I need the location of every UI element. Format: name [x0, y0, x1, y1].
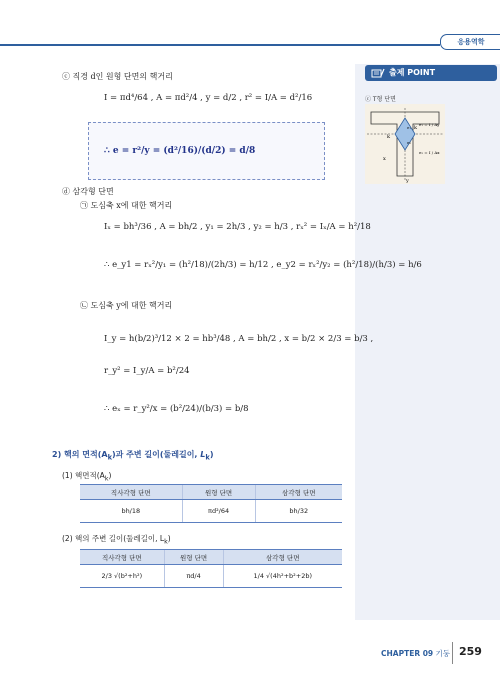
cell-rect: bh/18 [80, 500, 182, 523]
footer-divider [452, 642, 453, 664]
chapter-title: 기둥 [435, 649, 451, 658]
t-section-figure [365, 104, 445, 184]
triangle-heading: ⓓ 삼각형 단면 [62, 187, 114, 196]
triangle-formula-4: r_y² = I_y/A = b²/24 [104, 366, 190, 376]
kern-area-end: ) [108, 471, 112, 480]
book-pencil-icon [371, 68, 385, 78]
table-row [80, 565, 342, 588]
cell-triangle: bh/32 [255, 500, 342, 523]
fig-eq2: e₂ = I / Ax [419, 150, 440, 155]
triangle-formula-5: ∴ eₓ = r_y²/x = (b²/24)/(b/3) = b/8 [104, 404, 249, 414]
fig-k2: k [414, 125, 418, 131]
kern-heading-var: L [200, 450, 206, 459]
cell-triangle: 1/4 √(4h²+b²+2b) [223, 565, 342, 588]
point-header [365, 65, 497, 81]
cell-circle: πd/4 [164, 565, 223, 588]
kern-heading [52, 449, 213, 462]
triangle-formula-3: I_y = h(b/2)³/12 × 2 = hb³/48 , A = bh/2 , x = b/2 × 2/3 = b/3 , [104, 334, 374, 344]
t-section-label: ⓒ T형 단면 [365, 96, 396, 103]
col-rect: 직사각형 단면 [80, 550, 164, 565]
kern-heading-text: 2) 핵의 면적(A [52, 450, 108, 459]
circle-formula-2: ∴ e = r²/y = (d²/16)/(d/2) = d/8 [104, 146, 256, 156]
table-header-row [80, 485, 342, 500]
col-circle: 원형 단면 [182, 485, 255, 500]
table-row [80, 500, 342, 523]
kern-perimeter-table [80, 549, 342, 588]
chapter-number: CHAPTER 09 [381, 649, 434, 658]
kern-heading-end: ) [209, 450, 214, 459]
col-triangle: 삼각형 단면 [223, 550, 342, 565]
kern-perimeter-end: ) [167, 534, 171, 543]
kern-perimeter-sub: k [164, 538, 168, 546]
fig-y: y [406, 178, 409, 184]
y-axis-subheading: ㉡ 도심축 y에 대한 핵거리 [80, 301, 173, 310]
header-rule [0, 44, 440, 46]
footer-chapter [381, 648, 450, 659]
kern-heading-sub: k [107, 453, 112, 462]
fig-x: x [383, 156, 386, 162]
kern-perimeter-text: (2) 핵의 주변 길이(둘레길이, L [62, 534, 165, 543]
kern-area-heading [62, 470, 111, 483]
table-header-row [80, 550, 342, 565]
x-axis-subheading: ㉠ 도심축 x에 대한 핵거리 [80, 201, 173, 210]
cell-circle: πd²/64 [182, 500, 255, 523]
circle-heading: ⓒ 직경 d인 원형 단면의 핵거리 [62, 72, 173, 81]
fig-k1: k [387, 134, 391, 140]
col-rect: 직사각형 단면 [80, 485, 182, 500]
fig-e2: e₂ [407, 140, 411, 145]
point-title: 출제 POINT [389, 68, 436, 77]
circle-formula-1: I = πd⁴/64 , A = πd²/4 , y = d/2 , r² = I/A = d²/16 [104, 93, 313, 103]
fig-e1: e₁ [407, 125, 411, 130]
kern-area-sub: k [104, 475, 109, 483]
kern-perimeter-heading [62, 533, 171, 546]
triangle-formula-2: ∴ e_y1 = rₓ²/y₁ = (h²/18)/(2h/3) = h/12 , e_y2 = rₓ²/y₂ = (h²/18)/(h/3) = h/6 [104, 260, 422, 270]
kern-heading-mid: )과 주변 길이(둘레길이, [112, 450, 201, 459]
kern-area-table [80, 484, 342, 523]
triangle-formula-1: Iₓ = bh³/36 , A = bh/2 , y₁ = 2h/3 , y₂ = h/3 , rₓ² = Iₓ/A = h²/18 [104, 222, 371, 232]
col-triangle: 삼각형 단면 [255, 485, 342, 500]
cell-rect: 2/3 √(b²+h²) [80, 565, 164, 588]
kern-area-text: (1) 핵면적(A [62, 471, 105, 480]
chapter-tag: 응용역학 [440, 34, 500, 50]
kern-heading-sub2: k [205, 453, 210, 462]
fig-eq1: e₁ = I / Ay [419, 122, 440, 127]
page-number: 259 [459, 645, 482, 658]
col-circle: 원형 단면 [164, 550, 223, 565]
